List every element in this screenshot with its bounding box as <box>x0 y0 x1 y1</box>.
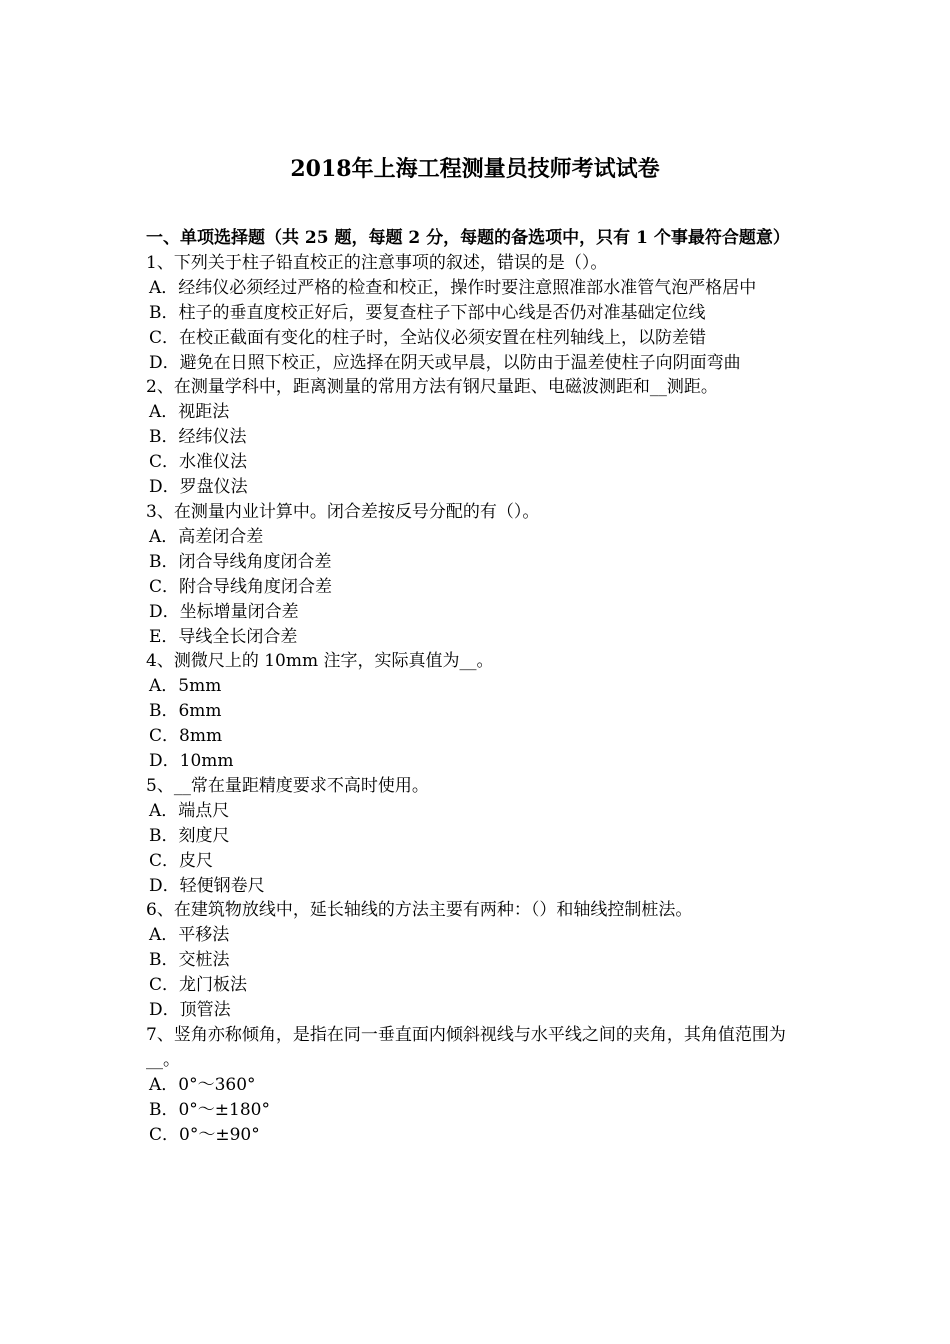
option-b: B．0°～±180° <box>149 1099 271 1120</box>
option-d: D．避免在日照下校正，应选择在阴天或早晨，以防由于温差使柱子向阴面弯曲 <box>149 352 741 373</box>
question-stem: 3、在测量内业计算中。闭合差按反号分配的有（）。 <box>146 501 540 522</box>
option-b: B．柱子的垂直度校正好后，要复查柱子下部中心线是否仍对准基础定位线 <box>149 302 706 323</box>
option-b: B．经纬仪法 <box>149 427 247 448</box>
question-stem: 6、在建筑物放线中，延长轴线的方法主要有两种：（）和轴线控制桩法。 <box>146 900 693 921</box>
option-a: A．视距法 <box>149 402 230 423</box>
question-stem: 1、下列关于柱子铅直校正的注意事项的叙述，错误的是（）。 <box>146 252 608 273</box>
question-5 <box>146 774 810 899</box>
question-stem: 4、测微尺上的 10mm 注字，实际真值为__。 <box>146 651 494 672</box>
option-a: A．0°～360° <box>149 1074 256 1095</box>
option-c: C．水准仪法 <box>149 452 248 473</box>
question-2 <box>146 375 810 500</box>
option-e: E．导线全长闭合差 <box>149 626 298 647</box>
option-b: B．刻度尺 <box>149 825 230 846</box>
option-a: A．端点尺 <box>149 800 230 821</box>
option-b: B．闭合导线角度闭合差 <box>149 551 332 572</box>
option-c: C．龙门板法 <box>149 975 248 996</box>
option-c: C．在校正截面有变化的柱子时，全站仪必须安置在柱列轴线上，以防差错 <box>149 327 707 348</box>
option-c: C．0°～±90° <box>149 1124 260 1145</box>
option-a: A．平移法 <box>149 925 230 946</box>
option-d: D．轻便钢卷尺 <box>149 875 265 896</box>
option-c: C．8mm <box>149 726 223 747</box>
question-6 <box>146 898 810 1023</box>
question-7 <box>146 1023 810 1148</box>
question-stem: 7、竖角亦称倾角，是指在同一垂直面内倾斜视线与水平线之间的夹角，其角值范围为__。 <box>146 1025 786 1070</box>
option-d: D．罗盘仪法 <box>149 477 248 498</box>
question-stem: 2、在测量学科中，距离测量的常用方法有钢尺量距、电磁波测距和__测距。 <box>146 377 718 398</box>
option-c: C．皮尺 <box>149 850 214 871</box>
question-stem: 5、__常在量距精度要求不高时使用。 <box>146 775 429 796</box>
question-4 <box>146 649 810 774</box>
option-d: D．10mm <box>149 751 234 772</box>
option-c: C．附合导线角度闭合差 <box>149 576 333 597</box>
option-b: B．交桩法 <box>149 950 230 971</box>
question-1 <box>146 251 810 376</box>
option-b: B．6mm <box>149 701 222 722</box>
document-body <box>146 226 810 1148</box>
question-3 <box>146 500 810 649</box>
section-heading: 一、单项选择题（共 25 题，每题 2 分，每题的备选项中，只有 1 个事最符合题意） <box>146 228 790 248</box>
option-d: D．坐标增量闭合差 <box>149 601 299 622</box>
document-title: 2018年上海工程测量员技师考试试卷 <box>290 156 660 182</box>
option-a: A．5mm <box>149 676 222 697</box>
option-d: D．顶管法 <box>149 1000 231 1021</box>
option-a: A．经纬仪必须经过严格的检查和校正，操作时要注意照准部水准管气泡严格居中 <box>149 277 757 298</box>
option-a: A．高差闭合差 <box>149 526 264 547</box>
